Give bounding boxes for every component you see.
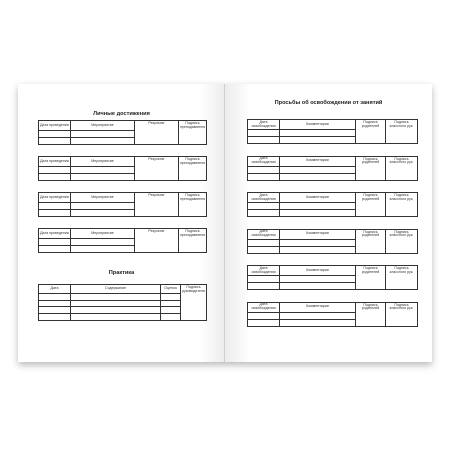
exemptions-title: Просьбы об освобождении от занятий (274, 100, 383, 106)
exemption-block-table (247, 229, 418, 254)
practice-cell[interactable] (161, 294, 181, 301)
achievement-block-cell[interactable] (71, 167, 135, 174)
practice-cell[interactable] (71, 294, 161, 301)
achievement-block-table (38, 192, 207, 217)
achievement-block-cell[interactable] (39, 138, 71, 145)
achievement-block-header-0: Дата проведения (39, 121, 71, 131)
exemption-block-header-1: Комментарии (280, 156, 356, 166)
exemption-block-cell[interactable] (248, 203, 280, 210)
achievement-block-header-2: Результат (135, 121, 179, 145)
exemption-block-header-2: Подпись родителей (356, 193, 386, 217)
exemption-block-header-2: Подпись родителей (356, 229, 386, 253)
practice-header-date: Дата (39, 285, 71, 294)
achievement-block-header-2: Результат (135, 157, 179, 181)
practice-title: Практика (108, 270, 135, 276)
exemption-block-header-1: Комментарии (280, 302, 356, 312)
achievement-block-cell[interactable] (71, 131, 135, 138)
exemption-block-cell[interactable] (280, 166, 356, 173)
practice-header-grade: Оценка (161, 285, 181, 294)
exemption-block-table (247, 156, 418, 181)
achievements-title: Личные достижения (93, 111, 150, 117)
practice-cell[interactable] (161, 300, 181, 307)
practice-header-content: Содержание (71, 285, 161, 294)
exemption-block-cell[interactable] (280, 246, 356, 253)
exemption-block-header-3: Подпись классного рук. (386, 266, 418, 290)
achievement-block-cell[interactable] (39, 239, 71, 246)
practice-cell[interactable] (71, 307, 161, 314)
exemption-block-cell[interactable] (280, 276, 356, 283)
achievement-block-header-1: Мероприятие (71, 229, 135, 239)
achievement-block-header-0: Дата проведения (39, 193, 71, 203)
exemption-block-cell[interactable] (280, 283, 356, 290)
achievement-block-cell[interactable] (71, 246, 135, 253)
achievement-block-cell[interactable] (39, 246, 71, 253)
exemption-block-header-3: Подпись классного рук. (386, 302, 418, 326)
exemption-block-cell[interactable] (280, 130, 356, 137)
achievement-block-table (38, 156, 207, 181)
achievement-block-cell[interactable] (39, 210, 71, 217)
achievement-block-table (38, 120, 207, 145)
achievement-block-header-2: Результат (135, 193, 179, 217)
exemption-block-cell[interactable] (280, 319, 356, 326)
achievement-block-header-3: Подпись преподавателя (179, 157, 207, 181)
exemption-block-header-1: Комментарии (280, 266, 356, 276)
achievement-block-table (38, 228, 207, 253)
exemption-block-header-0: Дата освобождения (248, 302, 280, 312)
exemption-block-cell[interactable] (248, 137, 280, 144)
practice-cell[interactable] (39, 307, 71, 314)
practice-cell[interactable] (39, 294, 71, 301)
exemption-block-cell[interactable] (248, 276, 280, 283)
exemption-block-cell[interactable] (248, 210, 280, 217)
exemption-block-cell[interactable] (280, 210, 356, 217)
exemption-block-header-2: Подпись родителей (356, 120, 386, 144)
exemption-block-header-0: Дата освобождения (248, 229, 280, 239)
exemption-block-header-3: Подпись классного рук. (386, 229, 418, 253)
exemption-block-header-1: Комментарии (280, 120, 356, 130)
exemption-block-table (247, 119, 418, 144)
practice-cell[interactable] (39, 300, 71, 307)
achievement-block-cell[interactable] (71, 210, 135, 217)
exemption-block-header-3: Подпись классного рук. (386, 156, 418, 180)
exemption-block-header-2: Подпись родителей (356, 302, 386, 326)
achievement-block-header-1: Мероприятие (71, 193, 135, 203)
exemption-block-header-2: Подпись родителей (356, 266, 386, 290)
exemption-block-cell[interactable] (280, 239, 356, 246)
practice-cell[interactable] (161, 314, 181, 321)
exemption-block-cell[interactable] (248, 246, 280, 253)
achievement-block-cell[interactable] (71, 138, 135, 145)
exemption-block-cell[interactable] (280, 203, 356, 210)
exemption-block-cell[interactable] (248, 283, 280, 290)
exemption-block-cell[interactable] (248, 166, 280, 173)
achievement-block-header-0: Дата проведения (39, 157, 71, 167)
achievement-block-cell[interactable] (39, 203, 71, 210)
practice-cell[interactable] (71, 300, 161, 307)
exemption-block-header-3: Подпись классного рук. (386, 193, 418, 217)
achievement-block-cell[interactable] (71, 174, 135, 181)
achievement-block-header-0: Дата проведения (39, 229, 71, 239)
achievement-block-header-1: Мероприятие (71, 157, 135, 167)
exemption-block-cell[interactable] (280, 173, 356, 180)
exemption-block-cell[interactable] (280, 137, 356, 144)
achievement-block-header-2: Результат (135, 229, 179, 253)
exemption-block-header-1: Комментарии (280, 193, 356, 203)
achievement-block-header-3: Подпись преподавателя (179, 229, 207, 253)
achievement-block-cell[interactable] (39, 174, 71, 181)
exemption-block-table (247, 265, 418, 290)
exemption-block-table (247, 302, 418, 327)
practice-table (38, 284, 207, 321)
right-page (225, 84, 432, 362)
achievement-block-cell[interactable] (71, 239, 135, 246)
exemption-block-cell[interactable] (248, 239, 280, 246)
achievement-block-cell[interactable] (39, 167, 71, 174)
exemption-block-cell[interactable] (248, 312, 280, 319)
exemption-block-header-1: Комментарии (280, 229, 356, 239)
open-diary-spread (18, 84, 432, 362)
exemption-block-cell[interactable] (248, 173, 280, 180)
practice-cell[interactable] (39, 314, 71, 321)
exemption-block-header-3: Подпись классного рук. (386, 120, 418, 144)
practice-header-signature: Подпись руководителя (181, 285, 207, 321)
exemption-block-header-0: Дата освобождения (248, 120, 280, 130)
exemption-block-cell[interactable] (248, 130, 280, 137)
practice-cell[interactable] (71, 314, 161, 321)
achievement-block-cell[interactable] (71, 203, 135, 210)
achievement-block-header-3: Подпись преподавателя (179, 193, 207, 217)
practice-cell[interactable] (161, 307, 181, 314)
achievement-block-header-3: Подпись преподавателя (179, 121, 207, 145)
exemption-block-header-0: Дата освобождения (248, 193, 280, 203)
left-page (18, 84, 225, 362)
exemption-block-table (247, 192, 418, 217)
exemption-block-cell[interactable] (248, 319, 280, 326)
exemption-block-header-0: Дата освобождения (248, 266, 280, 276)
exemption-block-cell[interactable] (280, 312, 356, 319)
exemption-block-header-0: Дата освобождения (248, 156, 280, 166)
achievement-block-header-1: Мероприятие (71, 121, 135, 131)
exemption-block-header-2: Подпись родителей (356, 156, 386, 180)
achievement-block-cell[interactable] (39, 131, 71, 138)
